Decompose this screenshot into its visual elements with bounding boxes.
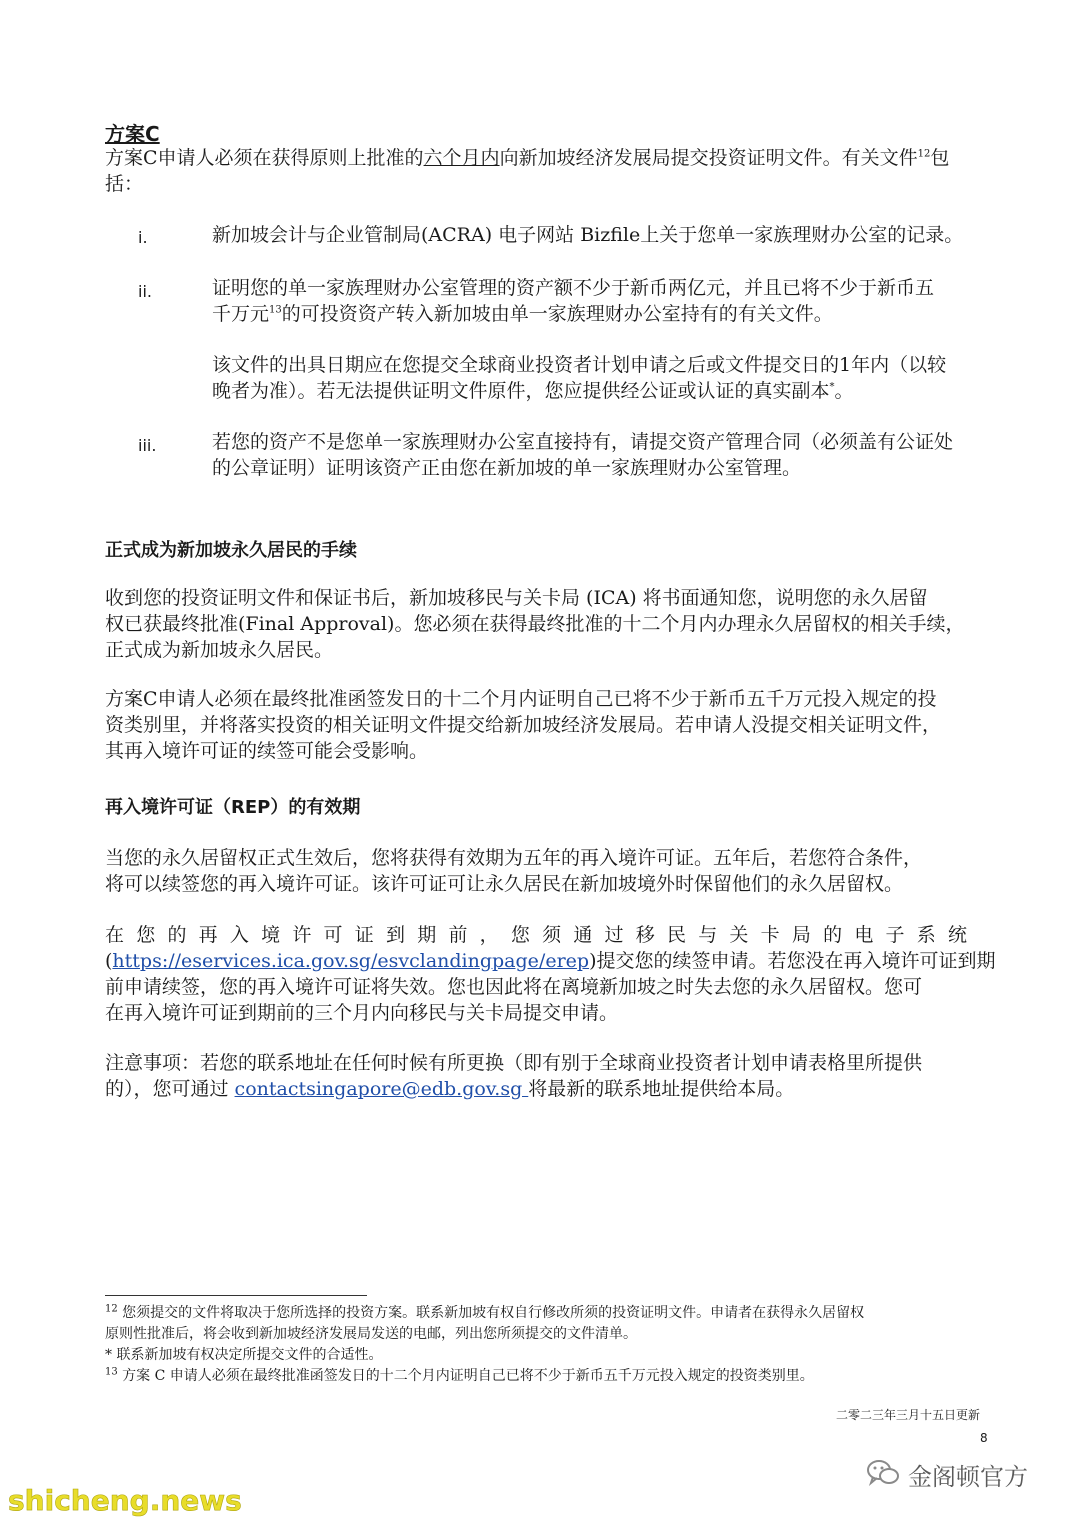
section-heading-pr: 正式成为新加坡永久居民的手续	[105, 540, 357, 561]
pr-p1-line2: 权已获最终批准(Final Approval)。您必须在获得最终批准的十二个月内办理永久居留权的相关手续，	[105, 613, 965, 635]
footnote-12-line1: 您须提交的文件将取决于您所选择的投资方案。联系新加坡有权自行修改所须的投资证明文件。申请者在获得永久居留权	[117, 1305, 865, 1321]
wechat-icon	[866, 1458, 900, 1492]
footnote-ref-star: *	[829, 381, 835, 393]
footnote-ref-12[interactable]: 12	[917, 148, 931, 160]
footnote-12-line2: 原则性批准后，将会收到新加坡经济发展局发送的电邮，列出您所须提交的文件清单。	[105, 1326, 637, 1342]
pr-p2-line2: 资类别里，并将落实投资的相关证明文件提交给新加坡经济发展局。若申请人没提交相关证明文件，	[105, 714, 942, 736]
rep-p2-line4: 在再入境许可证到期前的三个月内向移民与关卡局提交申请。	[105, 1002, 619, 1024]
footnote-divider	[105, 1295, 367, 1296]
item-number-i: i.	[138, 228, 148, 247]
footnotes	[105, 1303, 1005, 1387]
erep-link[interactable]: https://eservices.ica.gov.sg/esvclandingpage/erep	[112, 950, 590, 972]
site-watermark: shicheng.news	[8, 1484, 242, 1517]
item-iii-line1: 若您的资产不是您单一家族理财办公室直接持有，请提交资产管理合同（必须盖有公证处	[212, 431, 954, 453]
item-iii-text	[212, 429, 1012, 481]
footnote-ref-13[interactable]: 13	[269, 304, 282, 316]
item-ii-text	[212, 275, 1012, 327]
rep-paragraph-3	[105, 1050, 1005, 1102]
rep-p2-line3: 前申请续签，您的再入境许可证将失效。您也因此将在离境新加坡之时失去您的永久居留权。您可	[105, 976, 923, 998]
plan-c-intro	[105, 145, 1005, 197]
footnote-13-number: 13	[105, 1366, 118, 1378]
pr-paragraph-2	[105, 686, 1005, 764]
rep-p2-line1: 在您的再入境许可证到期前，您须通过移民与关卡局的电子系统	[105, 924, 967, 946]
rep-p1-line2: 将可以续签您的再入境许可证。该许可证可让永久居民在新加坡境外时保留他们的永久居留权。	[105, 873, 904, 895]
footnote-13-text: 方案 C 申请人必须在最终批准函签发日的十二个月内证明自己已将不少于新币五千万元投入规定的投资类别里。	[117, 1368, 814, 1384]
page-number: 8	[980, 1431, 988, 1445]
wechat-watermark	[866, 1457, 1028, 1492]
intro-text-end: 包	[930, 147, 950, 169]
item-number-iii: iii.	[138, 436, 157, 455]
item-ii-line2: 千万元	[212, 303, 270, 325]
intro-text-cont: 向新加坡经济发展局提交投资证明文件。有关文件	[499, 147, 918, 169]
pr-p1-line3: 正式成为新加坡永久居民。	[105, 639, 334, 661]
updated-date: 二零二三年三月十五日更新	[836, 1408, 981, 1422]
item-ii-note	[212, 352, 1012, 404]
rep-p3-line1: 注意事项：若您的联系地址在任何时候有所更换（即有别于全球商业投资者计划申请表格里所提供	[105, 1052, 923, 1074]
intro-text: 方案C申请人必须在获得原则上批准的	[105, 147, 424, 169]
rep-paragraph-1	[105, 845, 1005, 897]
footnote-12-number: 12	[105, 1303, 118, 1315]
wechat-account-name: 金阁顿官方	[908, 1463, 1028, 1491]
pr-paragraph-1	[105, 585, 1005, 663]
item-ii-line2-cont: 的可投资资产转入新加坡由单一家族理财办公室持有的有关文件。	[281, 303, 833, 325]
item-number-ii: ii.	[138, 282, 152, 301]
item-iii-line2: 的公章证明）证明该资产正由您在新加坡的单一家族理财办公室管理。	[212, 457, 802, 479]
section-heading-rep: 再入境许可证（REP）的有效期	[105, 797, 361, 818]
pr-p2-line1: 方案C申请人必须在最终批准函签发日的十二个月内证明自己已将不少于新币五千万元投入规定的投	[105, 688, 937, 710]
item-ii-line1: 证明您的单一家族理财办公室管理的资产额不少于新币两亿元，并且已将不少于新币五	[212, 277, 935, 299]
footnote-star: * 联系新加坡有权决定所提交文件的合适性。	[105, 1347, 383, 1363]
rep-p2-paren: (	[105, 950, 113, 972]
footnote-13	[105, 1366, 1005, 1387]
rep-p3-line2: 的），您可通过	[105, 1078, 235, 1100]
pr-p2-line3: 其再入境许可证的续签可能会受影响。	[105, 740, 429, 762]
rep-p1-line1: 当您的永久居留权正式生效后，您将获得有效期为五年的再入境许可证。五年后，若您符合条件，	[105, 847, 923, 869]
six-months-underlined: 六个月内	[423, 147, 500, 169]
note-line1: 该文件的出具日期应在您提交全球商业投资者计划申请之后或文件提交日的1年内（以较	[212, 354, 947, 376]
footnote-12	[105, 1303, 1005, 1324]
note-line2-end: 。	[834, 380, 854, 402]
rep-paragraph-2	[105, 922, 1005, 1026]
rep-p3-line2-end: 将最新的联系地址提供给本局。	[528, 1078, 795, 1100]
rep-p2-line2: )提交您的续签申请。若您没在再入境许可证到期	[589, 950, 996, 972]
note-line2: 晚者为准）。若无法提供证明文件原件，您应提供经公证或认证的真实副本	[212, 380, 830, 402]
section-heading-plan-c: 方案C	[105, 122, 160, 146]
item-i-text: 新加坡会计与企业管制局(ACRA) 电子网站 Bizfile上关于您单一家族理财办公室的记录。	[212, 224, 964, 246]
pr-p1-line1: 收到您的投资证明文件和保证书后，新加坡移民与关卡局 (ICA) 将书面通知您，说明您的永久居留	[105, 587, 928, 609]
contact-email-link[interactable]: contactsingapore@edb.gov.sg	[234, 1078, 529, 1100]
intro-text-line2: 括：	[105, 173, 144, 195]
